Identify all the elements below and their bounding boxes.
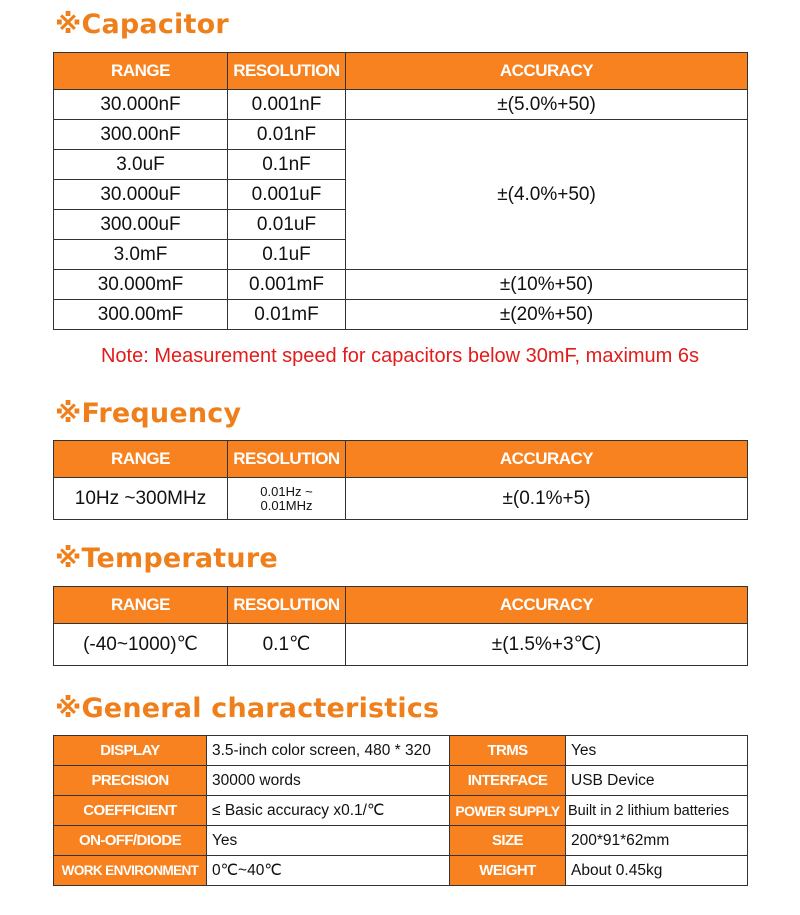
general-label: POWER SUPPLY xyxy=(450,796,566,826)
resolution-cell: 0.01uF xyxy=(228,210,346,240)
range-cell: 3.0uF xyxy=(54,150,228,180)
range-cell: 300.00uF xyxy=(54,210,228,240)
range-cell: 10Hz ~300MHz xyxy=(54,478,228,520)
temperature-table xyxy=(53,586,748,666)
general-label: PRECISION xyxy=(54,766,207,796)
range-cell: 300.00mF xyxy=(54,300,228,330)
accuracy-cell: ±(0.1%+5) xyxy=(346,478,748,520)
header-accuracy: ACCURACY xyxy=(346,587,748,624)
table-row xyxy=(54,856,748,886)
general-value: About 0.45kg xyxy=(566,856,748,886)
general-value: Yes xyxy=(207,826,450,856)
general-value: 30000 words xyxy=(207,766,450,796)
frequency-title: ※Frequency xyxy=(55,398,242,429)
capacitor-table xyxy=(53,52,748,330)
table-row xyxy=(54,796,748,826)
header-range: RANGE xyxy=(54,53,228,90)
general-label: SIZE xyxy=(450,826,566,856)
accuracy-cell: ±(20%+50) xyxy=(346,300,748,330)
accuracy-cell: ±(1.5%+3℃) xyxy=(346,624,748,666)
general-label: ON-OFF/DIODE xyxy=(54,826,207,856)
table-row xyxy=(54,736,748,766)
header-accuracy: ACCURACY xyxy=(346,53,748,90)
general-value: Built in 2 lithium batteries xyxy=(566,796,748,826)
general-title: ※General characteristics xyxy=(55,693,440,724)
general-label: WEIGHT xyxy=(450,856,566,886)
resolution-cell: 0.01nF xyxy=(228,120,346,150)
frequency-header-row xyxy=(54,441,748,478)
accuracy-cell: ±(4.0%+50) xyxy=(346,120,748,270)
header-range: RANGE xyxy=(54,441,228,478)
resolution-cell: 0.1℃ xyxy=(228,624,346,666)
general-label: WORK ENVIRONMENT xyxy=(54,856,207,886)
resolution-cell: 0.001mF xyxy=(228,270,346,300)
general-value: Yes xyxy=(566,736,748,766)
resolution-cell: 0.001nF xyxy=(228,90,346,120)
general-label: TRMS xyxy=(450,736,566,766)
range-cell: (-40~1000)℃ xyxy=(54,624,228,666)
table-row xyxy=(54,90,748,120)
general-value: 3.5-inch color screen, 480 * 320 xyxy=(207,736,450,766)
range-cell: 30.000uF xyxy=(54,180,228,210)
header-resolution: RESOLUTION xyxy=(228,53,346,90)
resolution-line-1: 0.01Hz ~ xyxy=(260,483,313,499)
resolution-cell xyxy=(228,478,346,520)
general-label: INTERFACE xyxy=(450,766,566,796)
header-range: RANGE xyxy=(54,587,228,624)
table-row xyxy=(54,478,748,520)
accuracy-cell: ±(5.0%+50) xyxy=(346,90,748,120)
range-cell: 300.00nF xyxy=(54,120,228,150)
resolution-cell: 0.001uF xyxy=(228,180,346,210)
general-label: COEFFICIENT xyxy=(54,796,207,826)
range-cell: 30.000mF xyxy=(54,270,228,300)
resolution-cell: 0.01mF xyxy=(228,300,346,330)
range-cell: 30.000nF xyxy=(54,90,228,120)
temperature-title: ※Temperature xyxy=(55,543,278,574)
range-cell: 3.0mF xyxy=(54,240,228,270)
general-value: 0℃~40℃ xyxy=(207,856,450,886)
resolution-cell: 0.1nF xyxy=(228,150,346,180)
general-table xyxy=(53,735,748,886)
accuracy-cell: ±(10%+50) xyxy=(346,270,748,300)
table-row xyxy=(54,120,748,150)
capacitor-note: Note: Measurement speed for capacitors below 30mF, maximum 6s xyxy=(100,345,700,367)
temperature-header-row xyxy=(54,587,748,624)
resolution-cell: 0.1uF xyxy=(228,240,346,270)
table-row xyxy=(54,624,748,666)
table-row xyxy=(54,766,748,796)
resolution-line-2: 0.01MHz xyxy=(260,497,313,513)
table-row xyxy=(54,270,748,300)
table-row xyxy=(54,826,748,856)
frequency-table xyxy=(53,440,748,520)
header-resolution: RESOLUTION xyxy=(228,587,346,624)
general-value: ≤ Basic accuracy x0.1/℃ xyxy=(207,796,450,826)
header-resolution: RESOLUTION xyxy=(228,441,346,478)
capacitor-title: ※Capacitor xyxy=(55,9,229,40)
general-value: 200*91*62mm xyxy=(566,826,748,856)
general-value: USB Device xyxy=(566,766,748,796)
capacitor-header-row xyxy=(54,53,748,90)
header-accuracy: ACCURACY xyxy=(346,441,748,478)
general-label: DISPLAY xyxy=(54,736,207,766)
table-row xyxy=(54,300,748,330)
